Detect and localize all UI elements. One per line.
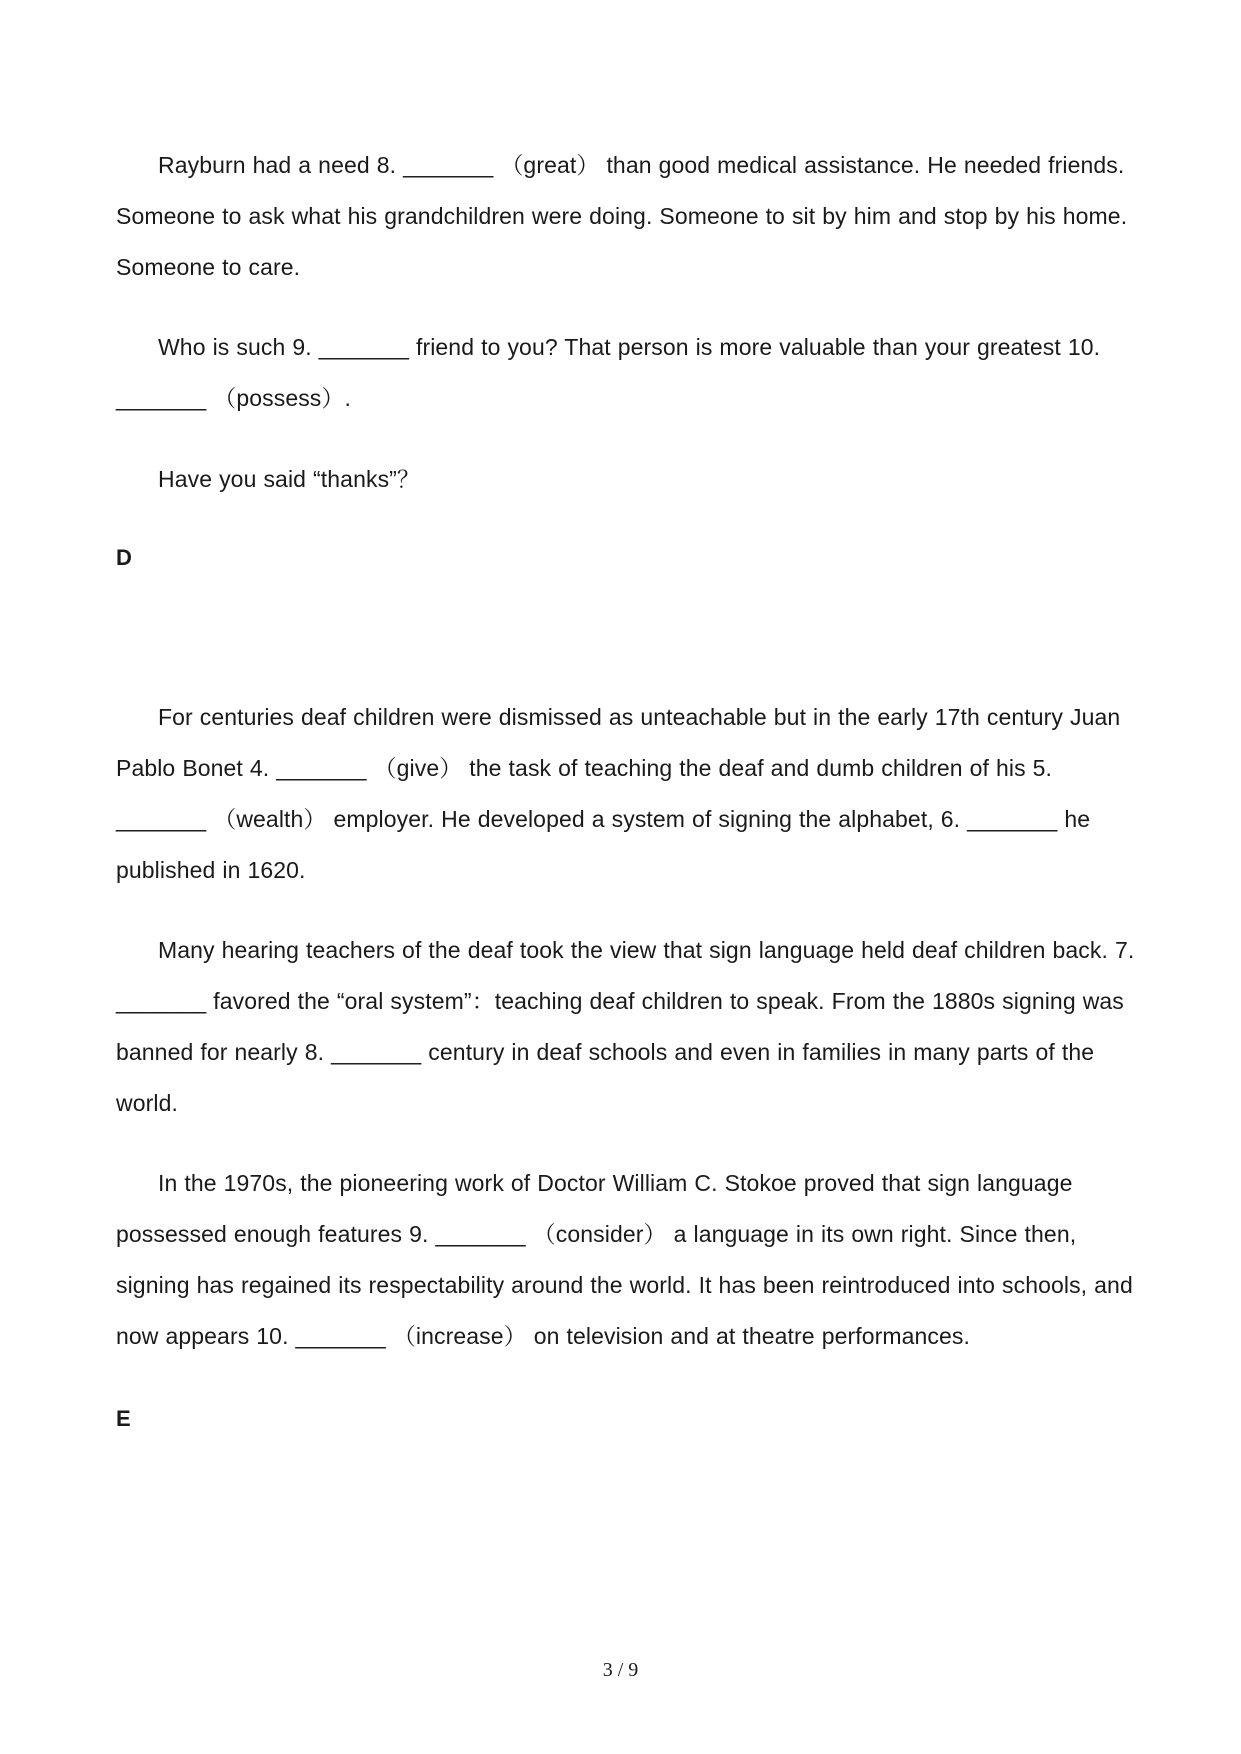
section-heading-d: D [116,545,132,570]
document-page [116,0,1136,1754]
paragraph-such-friend: Who is such 9. _______ friend to you? That person is more valuable than your greatest 10. _______ （possess）. [116,334,1101,411]
paragraph-stokoe-work: In the 1970s, the pioneering work of Doctor William C. Stokoe proved that sign language possessed enough features 9. _______ （consider） a language in its own right. Since then, signing has regained its respectability around the world. It has been reintroduced into schools, and now appears 10. _______ （increase） on television and at theatre performances. [116,1170,1133,1349]
section-heading-e: E [116,1406,131,1431]
page-number: 3 / 9 [602,1659,639,1681]
paragraph-deaf-children-history: For centuries deaf children were dismissed as unteachable but in the early 17th century Juan Pablo Bonet 4. _______ （give） the task of teaching the deaf and dumb children of his 5. _______ （wealth） employer. He developed a system of signing the alphabet, 6. _______ he published in 1620. [116,704,1121,883]
paragraph-oral-system: Many hearing teachers of the deaf took the view that sign language held deaf children back. 7. _______ favored the “oral system”：teaching deaf children to speak. From the 1880s signing was banned for nearly 8. _______ century in deaf schools and even in families in many parts of the world. [116,937,1135,1116]
paragraph-rayburn-need: Rayburn had a need 8. _______ （great） than good medical assistance. He needed friends. Someone to ask what his grandchildren were doing. Someone to sit by him and stop by his home. Someone to care. [116,152,1128,280]
paragraph-said-thanks: Have you said “thanks”？ [158,466,421,492]
